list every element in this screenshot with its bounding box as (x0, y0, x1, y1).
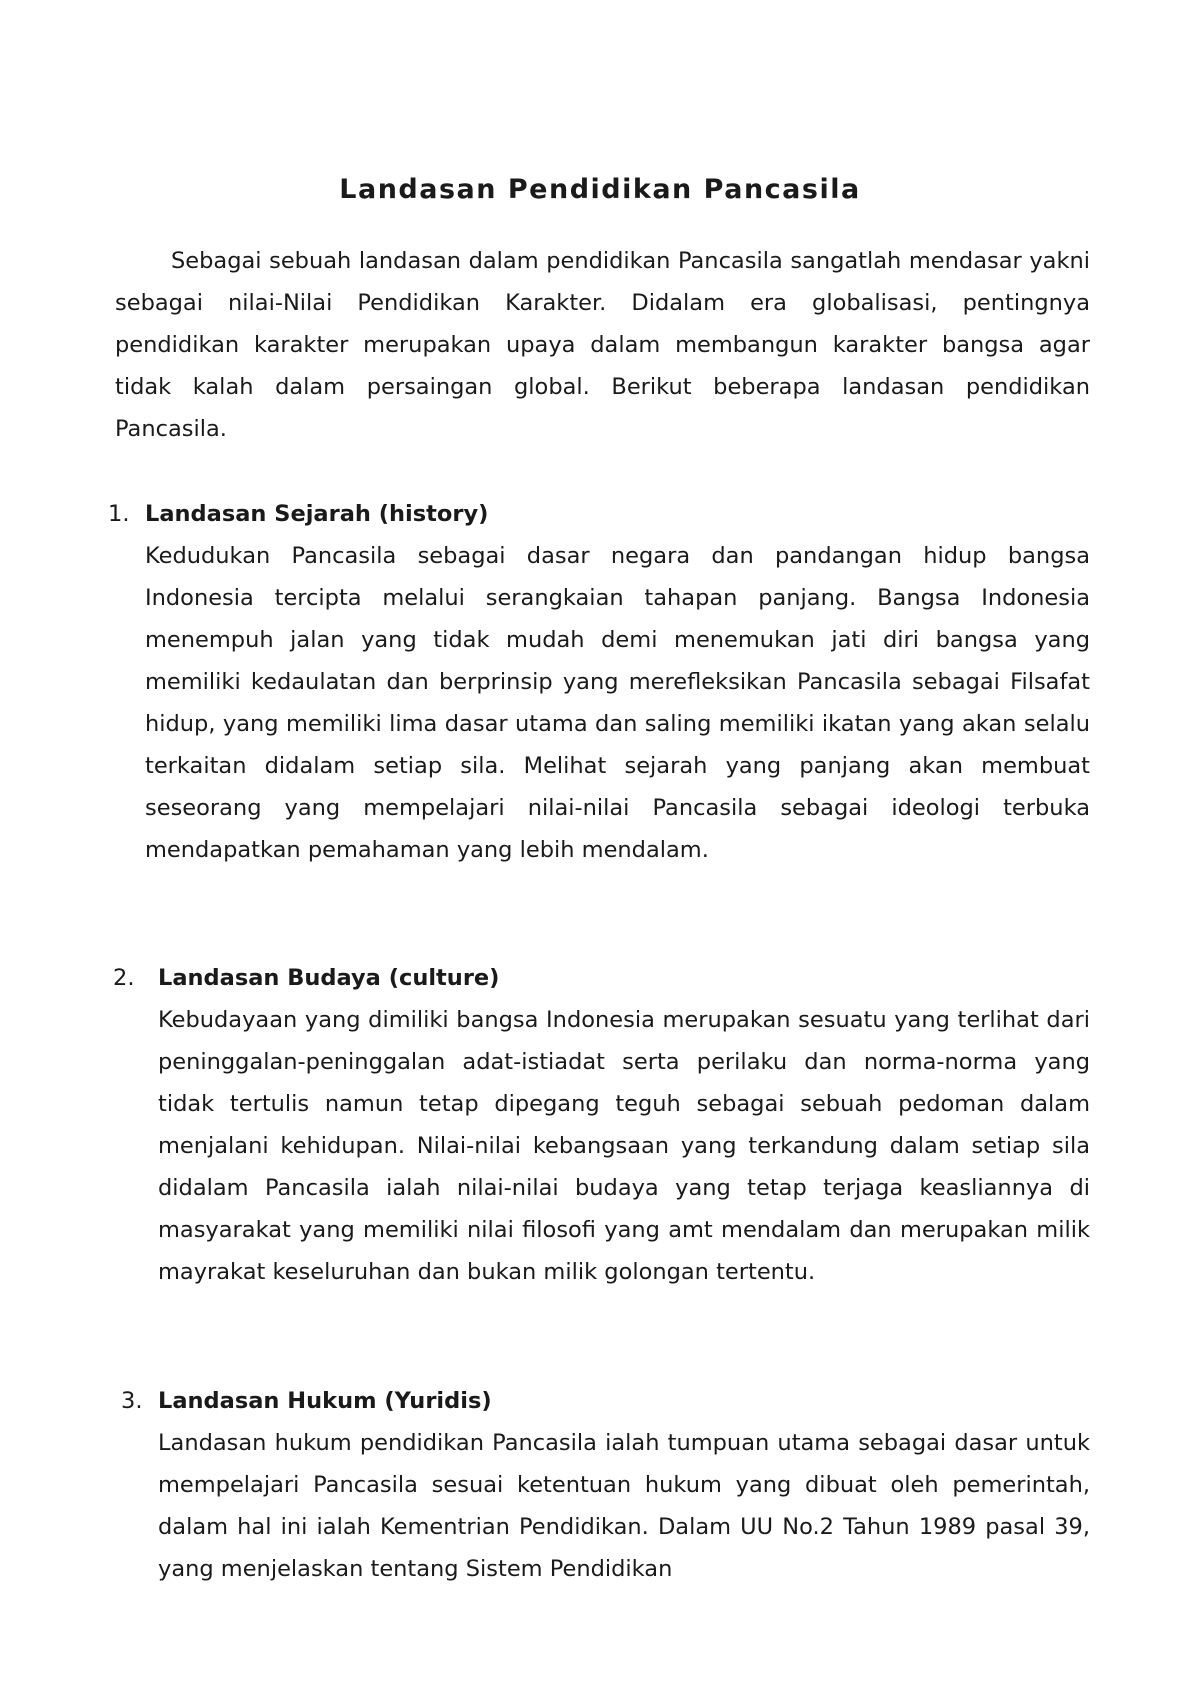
section-heading: Landasan Budaya (culture) (158, 965, 500, 991)
section-body: Kedudukan Pancasila sebagai dasar negara dan pandangan hidup bangsa Indonesia tercipta melalui serangkaian tahapan panjang. Bangsa Indonesia menempuh jalan yang tidak mudah demi menemukan jati diri bangsa yang memiliki kedaulatan dan berprinsip yang merefleksikan Pancasila sebagai Filsafat hidup, yang memiliki lima dasar utama dan saling memiliki ikatan yang akan selalu terkaitan didalam setiap sila. Melihat sejarah yang panjang akan membuat seseorang yang mempelajari nilai-nilai Pancasila sebagai ideologi terbuka mendapatkan pemahaman yang lebih mendalam. (145, 543, 1090, 863)
section-landasan-hukum (121, 1380, 1090, 1590)
section-landasan-budaya (113, 957, 1090, 1293)
section-heading: Landasan Hukum (Yuridis) (158, 1388, 492, 1414)
section-heading: Landasan Sejarah (history) (145, 501, 489, 527)
intro-paragraph: Sebagai sebuah landasan dalam pendidikan Pancasila sangatlah mendasar yakni sebagai nilai-Nilai Pendidikan Karakter. Didalam era globalisasi, pentingnya pendidikan karakter merupakan upaya dalam membangun karakter bangsa agar tidak kalah dalam persaingan global. Berikut beberapa landasan pendidikan Pancasila. (115, 248, 1090, 442)
section-landasan-sejarah (108, 493, 1090, 871)
document-title: Landasan Pendidikan Pancasila (339, 174, 861, 205)
section-number: 2. (113, 965, 135, 991)
section-body: Landasan hukum pendidikan Pancasila ialah tumpuan utama sebagai dasar untuk mempelajari Pancasila sesuai ketentuan hukum yang dibuat oleh pemerintah, dalam hal ini ialah Kementrian Pendidikan. Dalam UU No.2 Tahun 1989 pasal 39, yang menjelaskan tentang Sistem Pendidikan (158, 1430, 1090, 1582)
section-number: 1. (108, 501, 130, 527)
section-body: Kebudayaan yang dimiliki bangsa Indonesia merupakan sesuatu yang terlihat dari peninggalan-peninggalan adat-istiadat serta perilaku dan norma-norma yang tidak tertulis namun tetap dipegang teguh sebagai sebuah pedoman dalam menjalani kehidupan. Nilai-nilai kebangsaan yang terkandung dalam setiap sila didalam Pancasila ialah nilai-nilai budaya yang tetap terjaga keasliannya di masyarakat yang memiliki nilai filosofi yang amt mendalam dan merupakan milik mayrakat keseluruhan dan bukan milik golongan tertentu. (158, 1007, 1090, 1285)
section-number: 3. (121, 1388, 143, 1414)
